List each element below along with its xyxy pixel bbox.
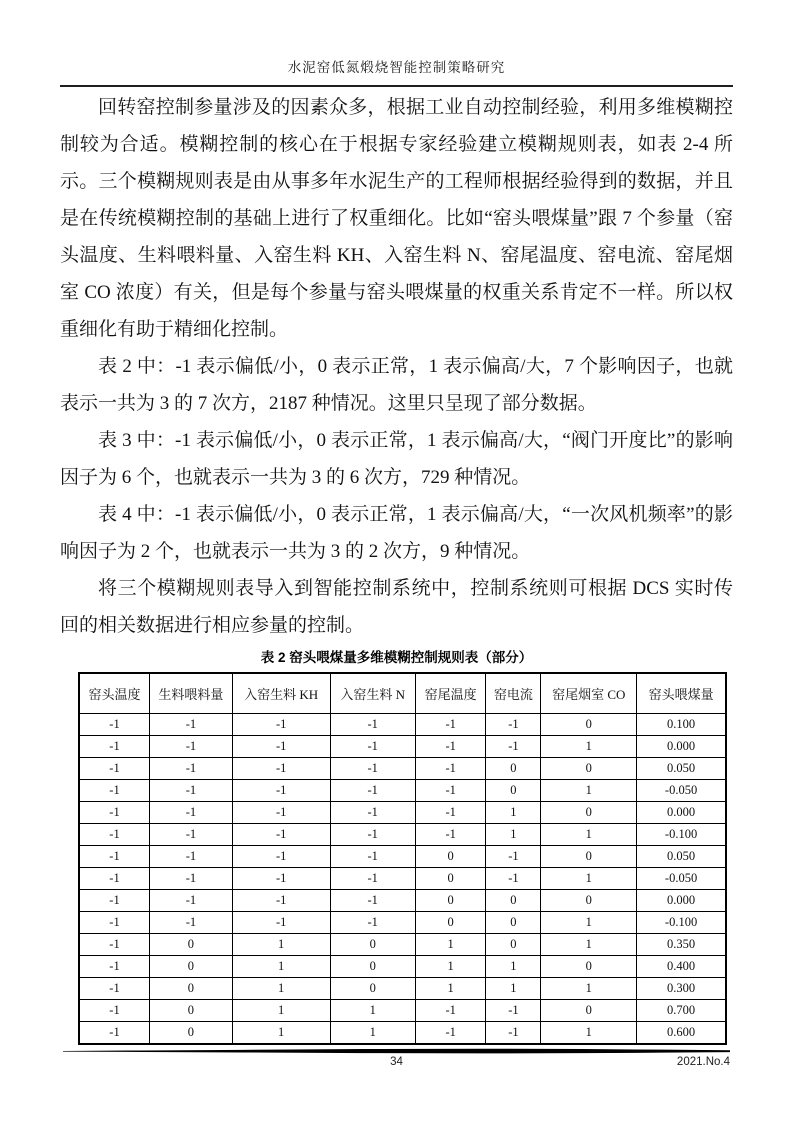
table-header-cell: 窑头喂煤量 [637, 673, 726, 714]
table-cell: -1 [150, 868, 233, 890]
table-cell: 0.400 [637, 956, 726, 978]
table-cell: -1 [79, 714, 150, 736]
table-cell: -1 [79, 868, 150, 890]
table-cell: 1 [541, 1022, 637, 1045]
table-cell: -1 [150, 758, 233, 780]
table-cell: 1 [486, 956, 541, 978]
table-row [79, 934, 726, 956]
footer-line [63, 1056, 730, 1068]
table-cell: -1 [415, 1022, 486, 1045]
table-cell: 1 [415, 956, 486, 978]
table-cell: 0.600 [637, 1022, 726, 1045]
table-cell: 1 [232, 1022, 330, 1045]
table-cell: -1 [150, 912, 233, 934]
table-cell: -1 [330, 868, 415, 890]
table-cell: 0 [541, 802, 637, 824]
table-cell: 0 [541, 1000, 637, 1022]
table-cell: 0 [415, 912, 486, 934]
paragraph: 表 3 中：-1 表示偏低/小，0 表示正常，1 表示偏高/大，“阀门开度比”的影响因子为 6 个，也就表示一共为 3 的 6 次方，729 种情况。 [60, 430, 733, 488]
issue-number: 2021.No.4 [676, 1056, 730, 1068]
table-cell: -1 [486, 736, 541, 758]
table-row [79, 714, 726, 736]
table-cell: 0.050 [637, 758, 726, 780]
table-cell: -1 [79, 758, 150, 780]
table-cell: -1 [330, 758, 415, 780]
paragraph: 表 4 中：-1 表示偏低/小，0 表示正常，1 表示偏高/大，“一次风机频率”的影响因子为 2 个，也就表示一共为 3 的 2 次方，9 种情况。 [60, 504, 733, 562]
table-cell: 0 [415, 868, 486, 890]
table-cell: -1 [330, 912, 415, 934]
table-cell: -0.100 [637, 912, 726, 934]
table-cell: 0.700 [637, 1000, 726, 1022]
table-row [79, 912, 726, 934]
table-cell: 0 [541, 846, 637, 868]
table-cell: -1 [415, 736, 486, 758]
table-cell: -1 [232, 736, 330, 758]
table-cell: -1 [232, 780, 330, 802]
table-cell: -1 [330, 890, 415, 912]
table-cell: -1 [232, 714, 330, 736]
table-row [79, 890, 726, 912]
table-cell: 0.000 [637, 736, 726, 758]
table-cell: -1 [150, 802, 233, 824]
table-cell: 0 [150, 1000, 233, 1022]
table-row [79, 824, 726, 846]
table-cell: 0 [150, 1022, 233, 1045]
table-cell: -1 [330, 780, 415, 802]
body-text [60, 89, 733, 644]
paragraph: 回转窑控制参量涉及的因素众多，根据工业自动控制经验，利用多维模糊控制较为合适。模糊控制的核心在于根据专家经验建立模糊规则表，如表 2-4 所示。三个模糊规则表是由从事多年水泥生产的工程师根据经验得到的数据，并且是在传统模糊控制的基础上进行了权重细化。比如“窑头喂煤量”跟 7 个参量（窑头温度、生料喂料量、入窑生料 KH、入窑生料 N、窑尾温度、窑电流、窑尾烟室 CO 浓度）有关，但是每个参量与窑头喂煤量的权重关系肯定不一样。所以权重细化有助于精细化控制。 [60, 97, 733, 340]
table-cell: 1 [541, 934, 637, 956]
table-cell: 0 [330, 956, 415, 978]
table-cell: 0 [330, 934, 415, 956]
table-header-cell: 窑电流 [486, 673, 541, 714]
table-header-cell: 窑尾温度 [415, 673, 486, 714]
table-cell: -1 [330, 802, 415, 824]
table-cell: -1 [415, 824, 486, 846]
table-cell: 0 [541, 890, 637, 912]
table-header-cell: 入窑生料 KH [232, 673, 330, 714]
table-row [79, 736, 726, 758]
table-cell: 0 [150, 978, 233, 1000]
table-cell: -1 [232, 802, 330, 824]
table-header [79, 673, 726, 714]
table-cell: -1 [79, 956, 150, 978]
table-body [79, 714, 726, 1045]
table-cell: -0.050 [637, 780, 726, 802]
table-cell: -1 [486, 714, 541, 736]
table-cell: 0 [330, 978, 415, 1000]
table-cell: -1 [150, 714, 233, 736]
page-number: 34 [390, 1056, 403, 1068]
table-cell: 0.100 [637, 714, 726, 736]
table-cell: 0 [541, 956, 637, 978]
table-cell: -1 [330, 846, 415, 868]
table-cell: 0 [486, 890, 541, 912]
table-cell: -1 [79, 736, 150, 758]
table-cell: 0 [415, 890, 486, 912]
table-cell: -1 [232, 912, 330, 934]
table-cell: 0.300 [637, 978, 726, 1000]
table-cell: -1 [150, 824, 233, 846]
table-cell: -1 [79, 846, 150, 868]
table-cell: -1 [79, 802, 150, 824]
paragraph: 将三个模糊规则表导入到智能控制系统中，控制系统则可根据 DCS 实时传回的相关数据进行相应参量的控制。 [60, 578, 733, 636]
table-cell: 0 [541, 758, 637, 780]
table-cell: -1 [150, 846, 233, 868]
table-cell: -1 [415, 802, 486, 824]
table-cell: 1 [330, 1022, 415, 1045]
table-cell: -0.050 [637, 868, 726, 890]
table-row [79, 978, 726, 1000]
table-cell: -1 [232, 846, 330, 868]
table-cell: -1 [79, 890, 150, 912]
table-cell: -1 [415, 1000, 486, 1022]
table-cell: -1 [79, 1022, 150, 1045]
table-row [79, 1000, 726, 1022]
table-cell: 1 [486, 802, 541, 824]
table-cell: -1 [330, 824, 415, 846]
table-cell: 0 [415, 846, 486, 868]
table-row [79, 802, 726, 824]
table-cell: 1 [330, 1000, 415, 1022]
header-rule [60, 85, 733, 87]
table-cell: 0 [486, 780, 541, 802]
table-cell: -1 [150, 736, 233, 758]
table-cell: 0.350 [637, 934, 726, 956]
table-cell: -1 [150, 890, 233, 912]
table-header-cell: 入窑生料 N [330, 673, 415, 714]
table-header-cell: 窑尾烟室 CO [541, 673, 637, 714]
table-cell: 0 [486, 934, 541, 956]
table-cell: -1 [79, 1000, 150, 1022]
table-cell: 1 [541, 978, 637, 1000]
table-cell: 0 [486, 912, 541, 934]
table-header-row [79, 673, 726, 714]
table-cell: 1 [232, 1000, 330, 1022]
table-row [79, 868, 726, 890]
table-cell: 1 [232, 956, 330, 978]
table-cell: -1 [330, 714, 415, 736]
fuzzy-rules-table [78, 672, 727, 1045]
table-cell: -1 [232, 868, 330, 890]
table-row [79, 758, 726, 780]
table-cell: 1 [541, 868, 637, 890]
table-cell: -1 [232, 890, 330, 912]
table-cell: -1 [330, 736, 415, 758]
table-cell: 1 [541, 824, 637, 846]
paragraph: 表 2 中：-1 表示偏低/小，0 表示正常，1 表示偏高/大，7 个影响因子，也就表示一共为 3 的 7 次方，2187 种情况。这里只呈现了部分数据。 [60, 356, 733, 414]
table-cell: -1 [415, 714, 486, 736]
table-cell: -0.100 [637, 824, 726, 846]
table-header-cell: 窑头温度 [79, 673, 150, 714]
table-cell: 0.000 [637, 802, 726, 824]
table-row [79, 956, 726, 978]
table-cell: 0.000 [637, 890, 726, 912]
running-header-title: 水泥窑低氮煅烧智能控制策略研究 [287, 60, 506, 75]
table-cell: 1 [541, 912, 637, 934]
table-cell: 1 [232, 978, 330, 1000]
table-cell: 1 [486, 824, 541, 846]
table-row [79, 1022, 726, 1045]
table-cell: -1 [486, 1022, 541, 1045]
table-cell: -1 [79, 912, 150, 934]
table-cell: -1 [150, 780, 233, 802]
table-cell: 1 [541, 780, 637, 802]
table-cell: -1 [79, 780, 150, 802]
table-cell: 0.050 [637, 846, 726, 868]
table-cell: 1 [232, 934, 330, 956]
table-cell: -1 [486, 868, 541, 890]
table-cell: 1 [415, 934, 486, 956]
table-row [79, 846, 726, 868]
page-footer [63, 1048, 730, 1068]
table-cell: -1 [486, 846, 541, 868]
table-cell: 1 [486, 978, 541, 1000]
table-cell: -1 [79, 934, 150, 956]
table-cell: 1 [541, 736, 637, 758]
table-cell: 1 [415, 978, 486, 1000]
table-cell: -1 [79, 824, 150, 846]
table-cell: 0 [486, 758, 541, 780]
table-cell: 0 [150, 956, 233, 978]
table-header-cell: 生料喂料量 [150, 673, 233, 714]
table-caption: 表 2 窑头喂煤量多维模糊控制规则表（部分） [260, 650, 533, 665]
table-cell: -1 [232, 824, 330, 846]
table-cell: -1 [232, 758, 330, 780]
footer-rule [63, 1048, 730, 1055]
table-row [79, 780, 726, 802]
table-cell: -1 [415, 758, 486, 780]
table-cell: -1 [415, 780, 486, 802]
table-cell: 0 [541, 714, 637, 736]
table-cell: -1 [79, 978, 150, 1000]
table-cell: -1 [486, 1000, 541, 1022]
table-cell: 0 [150, 934, 233, 956]
